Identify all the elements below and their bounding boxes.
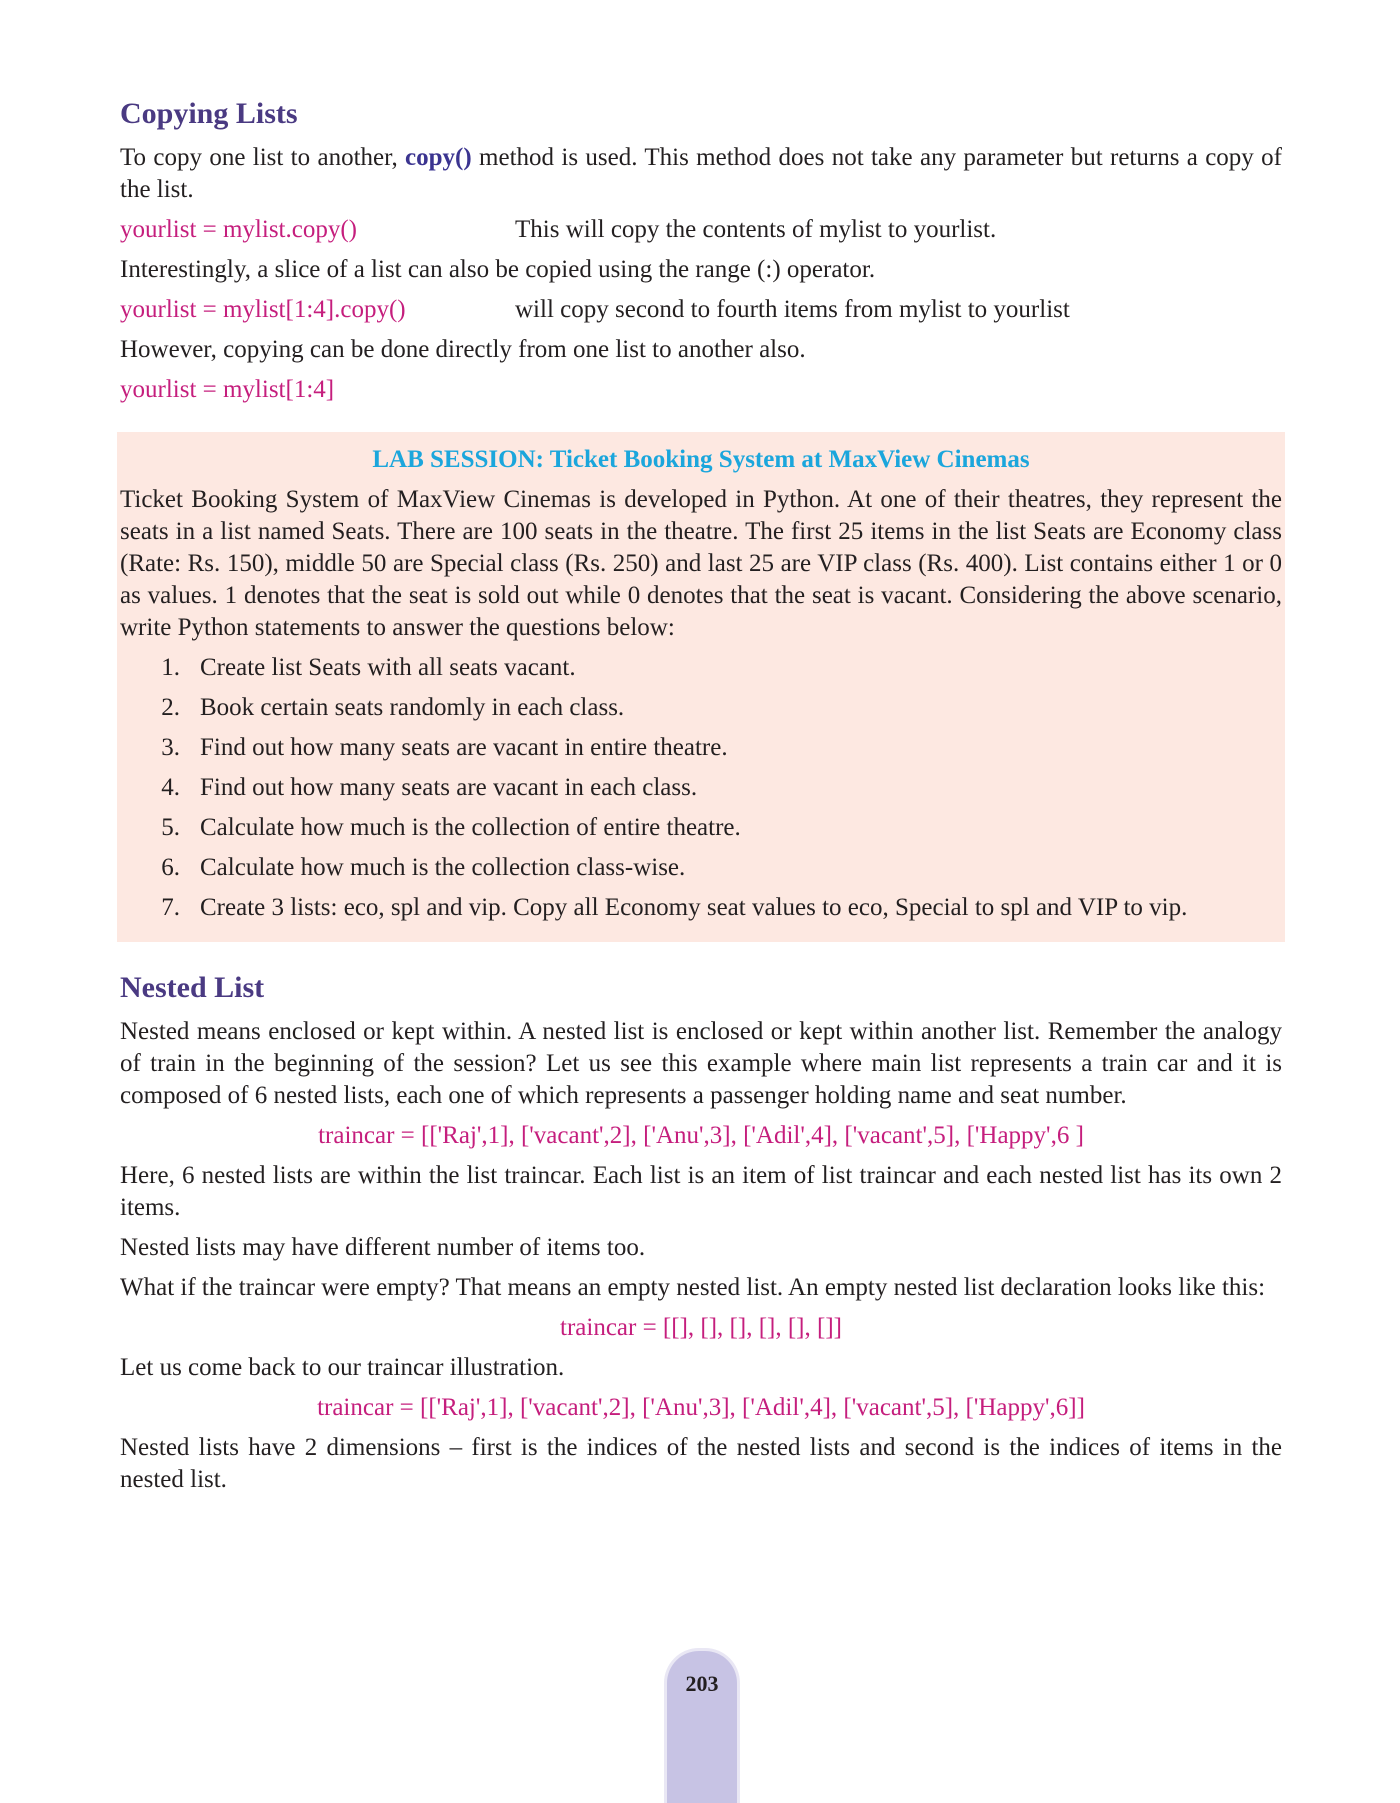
copy-example-1-code: yourlist = mylist.copy()	[120, 216, 357, 243]
lab-question-text: Calculate how much is the collection of entire theatre.	[200, 814, 741, 841]
slice-copy-text: Interestingly, a slice of a list can also be copied using the range (:) operator.	[120, 256, 876, 283]
nested-para-2: Here, 6 nested lists are within the list traincar. Each list is an item of list traincar and each nested list has its own 2 items.	[120, 1162, 1282, 1221]
lab-question-number: 7.	[161, 894, 180, 921]
lab-question-text: Create 3 lists: eco, spl and vip. Copy all Economy seat values to eco, Special to spl and VIP to vip.	[200, 894, 1188, 921]
nested-list-heading: Nested List	[120, 971, 265, 1004]
nested-para-4: What if the traincar were empty? That means an empty nested list. An empty nested list declaration looks like this:	[120, 1274, 1266, 1301]
copying-intro	[120, 142, 1282, 206]
copy-example-2	[120, 294, 1282, 326]
copy-method-keyword: copy()	[405, 144, 472, 171]
lab-question-text: Find out how many seats are vacant in each class.	[200, 774, 698, 801]
lab-question	[120, 812, 1282, 844]
lab-session-title: LAB SESSION: Ticket Booking System at MaxView Cinemas	[372, 446, 1030, 473]
copying-lists-heading: Copying Lists	[120, 97, 298, 130]
traincar-code-2: traincar = [['Raj',1], ['vacant',2], ['Anu',3], ['Adil',4], ['vacant',5], ['Happy',6]]	[317, 1394, 1085, 1421]
nested-intro: Nested means enclosed or kept within. A nested list is enclosed or kept within another list. Remember the analogy of train in the beginning of the session? Let us see this example where main list represents a train car and it is composed of 6 nested lists, each one of which represents a passenger holding name and seat number.	[120, 1018, 1282, 1109]
copy-example-3-code: yourlist = mylist[1:4]	[120, 376, 335, 403]
lab-question-text: Create list Seats with all seats vacant.	[200, 654, 576, 681]
lab-question	[120, 852, 1282, 884]
lab-question-number: 4.	[161, 774, 180, 801]
lab-question	[120, 772, 1282, 804]
traincar-code-empty: traincar = [[], [], [], [], [], []]	[560, 1314, 842, 1341]
copy-example-2-desc: will copy second to fourth items from mylist to yourlist	[515, 296, 1070, 323]
page-content	[120, 96, 1282, 1504]
lab-question-number: 2.	[161, 694, 180, 721]
lab-question-text: Book certain seats randomly in each class.	[200, 694, 625, 721]
lab-question	[120, 652, 1282, 684]
page-number-tab	[664, 1648, 740, 1803]
copying-intro-pre: To copy one list to another,	[120, 144, 406, 171]
lab-questions-list	[120, 652, 1282, 924]
lab-session-box	[117, 432, 1285, 942]
lab-question	[120, 732, 1282, 764]
traincar-code-1: traincar = [['Raj',1], ['vacant',2], ['Anu',3], ['Adil',4], ['vacant',5], ['Happy',6 ]	[318, 1122, 1084, 1149]
nested-para-5: Let us come back to our traincar illustration.	[120, 1354, 565, 1381]
nested-para-6: Nested lists have 2 dimensions – first is the indices of the nested lists and second is the indices of items in the nested list.	[120, 1434, 1282, 1493]
lab-session-description: Ticket Booking System of MaxView Cinemas is developed in Python. At one of their theatres, they represent the seats in a list named Seats. There are 100 seats in the theatre. The first 25 items in the list Seats are Economy class (Rate: Rs. 150), middle 50 are Special class (Rs. 250) and last 25 are VIP class (Rs. 400). List contains either 1 or 0 as values. 1 denotes that the seat is sold out while 0 denotes that the seat is vacant. Considering the above scenario, write Python statements to answer the questions below:	[120, 486, 1282, 641]
lab-question-number: 1.	[161, 654, 180, 681]
copy-example-1-desc: This will copy the contents of mylist to yourlist.	[515, 216, 997, 243]
lab-question-number: 6.	[161, 854, 180, 881]
lab-question-text: Calculate how much is the collection class-wise.	[200, 854, 686, 881]
nested-para-3: Nested lists may have different number of items too.	[120, 1234, 646, 1261]
copying-intro-post: method is used. This method does not take any parameter but returns a copy of the list.	[120, 144, 1282, 203]
direct-copy-text: However, copying can be done directly from one list to another also.	[120, 336, 806, 363]
lab-question-text: Find out how many seats are vacant in entire theatre.	[200, 734, 728, 761]
lab-question	[120, 892, 1282, 924]
copy-example-2-code: yourlist = mylist[1:4].copy()	[120, 296, 406, 323]
page-number: 203	[685, 1671, 719, 1696]
copy-example-1	[120, 214, 1282, 246]
lab-question	[120, 692, 1282, 724]
lab-question-number: 3.	[161, 734, 180, 761]
lab-question-number: 5.	[161, 814, 180, 841]
